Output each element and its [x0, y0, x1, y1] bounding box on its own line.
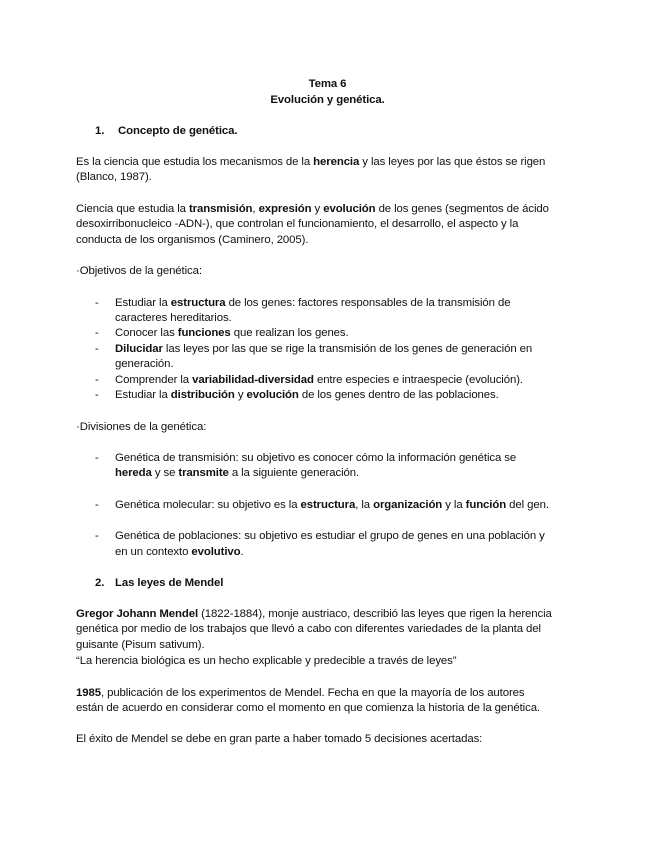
definition-2-line-2: desoxirribonucleico -ADN-), que controlan el funcionamiento, el desarrollo, el aspecto y la [76, 218, 519, 230]
definition-1-line-2: (Blanco, 1987). [76, 171, 152, 183]
section-1-heading: Concepto de genética. [118, 125, 238, 137]
division-2: Genética molecular: su objetivo es la estructura, la organización y la función del gen. [115, 499, 549, 511]
bullet-marker: - [95, 343, 99, 355]
divisions-label: ·Divisiones de la genética: [76, 421, 207, 433]
definition-2-line-3: conducta de los organismos (Caminero, 2005). [76, 234, 309, 246]
bullet-marker: - [95, 452, 99, 464]
mendel-paragraph-line-2: genética por medio de los trabajos que llevó a cabo con diferentes variedades de la planta del [76, 623, 541, 635]
bullet-marker: - [95, 297, 99, 309]
document-subtitle: Evolución y genética. [270, 94, 385, 106]
bullet-marker: - [95, 530, 99, 542]
mendel-quote: “La herencia biológica es un hecho explicable y predecible a través de leyes” [76, 655, 457, 667]
objective-1-line-2: caracteres hereditarios. [115, 312, 232, 324]
mendel-paragraph-line-3: guisante (Pisum sativum). [76, 639, 205, 651]
division-1-line-1: Genética de transmisión: su objetivo es conocer cómo la información genética se [115, 452, 517, 464]
bullet-marker: - [95, 499, 99, 511]
division-3-line-2: en un contexto evolutivo. [115, 546, 244, 558]
section-2-number: 2. [95, 577, 105, 589]
definition-1-line-1: Es la ciencia que estudia los mecanismos de la herencia y las leyes por las que éstos se rigen [76, 156, 546, 168]
objective-1-line-1: Estudiar la estructura de los genes: factores responsables de la transmisión de [115, 297, 511, 309]
bullet-marker: - [95, 327, 99, 339]
objective-3-line-2: generación. [115, 358, 174, 370]
objective-4: Comprender la variabilidad-diversidad entre especies e intraespecie (evolución). [115, 374, 523, 386]
success-paragraph: El éxito de Mendel se debe en gran parte a haber tomado 5 decisiones acertadas: [76, 733, 483, 745]
objective-2: Conocer las funciones que realizan los genes. [115, 327, 349, 339]
section-2-heading: Las leyes de Mendel [115, 577, 224, 589]
bullet-marker: - [95, 389, 99, 401]
objective-5: Estudiar la distribución y evolución de los genes dentro de las poblaciones. [115, 389, 499, 401]
objectives-label: ·Objetivos de la genética: [76, 265, 202, 277]
division-1-line-2: hereda y se transmite a la siguiente generación. [115, 467, 360, 479]
section-1-number: 1. [95, 125, 105, 137]
publication-paragraph-line-1: 1985, publicación de los experimentos de Mendel. Fecha en que la mayoría de los autores [76, 687, 525, 699]
objective-3-line-1: Dilucidar las leyes por las que se rige la transmisión de los genes de generación en [115, 343, 533, 355]
bullet-marker: - [95, 374, 99, 386]
publication-paragraph-line-2: están de acuerdo en considerar como el momento en que comienza la historia de la genética. [76, 702, 540, 714]
document-title: Tema 6 [308, 78, 347, 90]
mendel-paragraph-line-1: Gregor Johann Mendel (1822-1884), monje austriaco, describió las leyes que rigen la herencia [76, 608, 552, 620]
division-3-line-1: Genética de poblaciones: su objetivo es estudiar el grupo de genes en una población y [115, 530, 545, 542]
definition-2-line-1: Ciencia que estudia la transmisión, expresión y evolución de los genes (segmentos de ácido [76, 203, 549, 215]
